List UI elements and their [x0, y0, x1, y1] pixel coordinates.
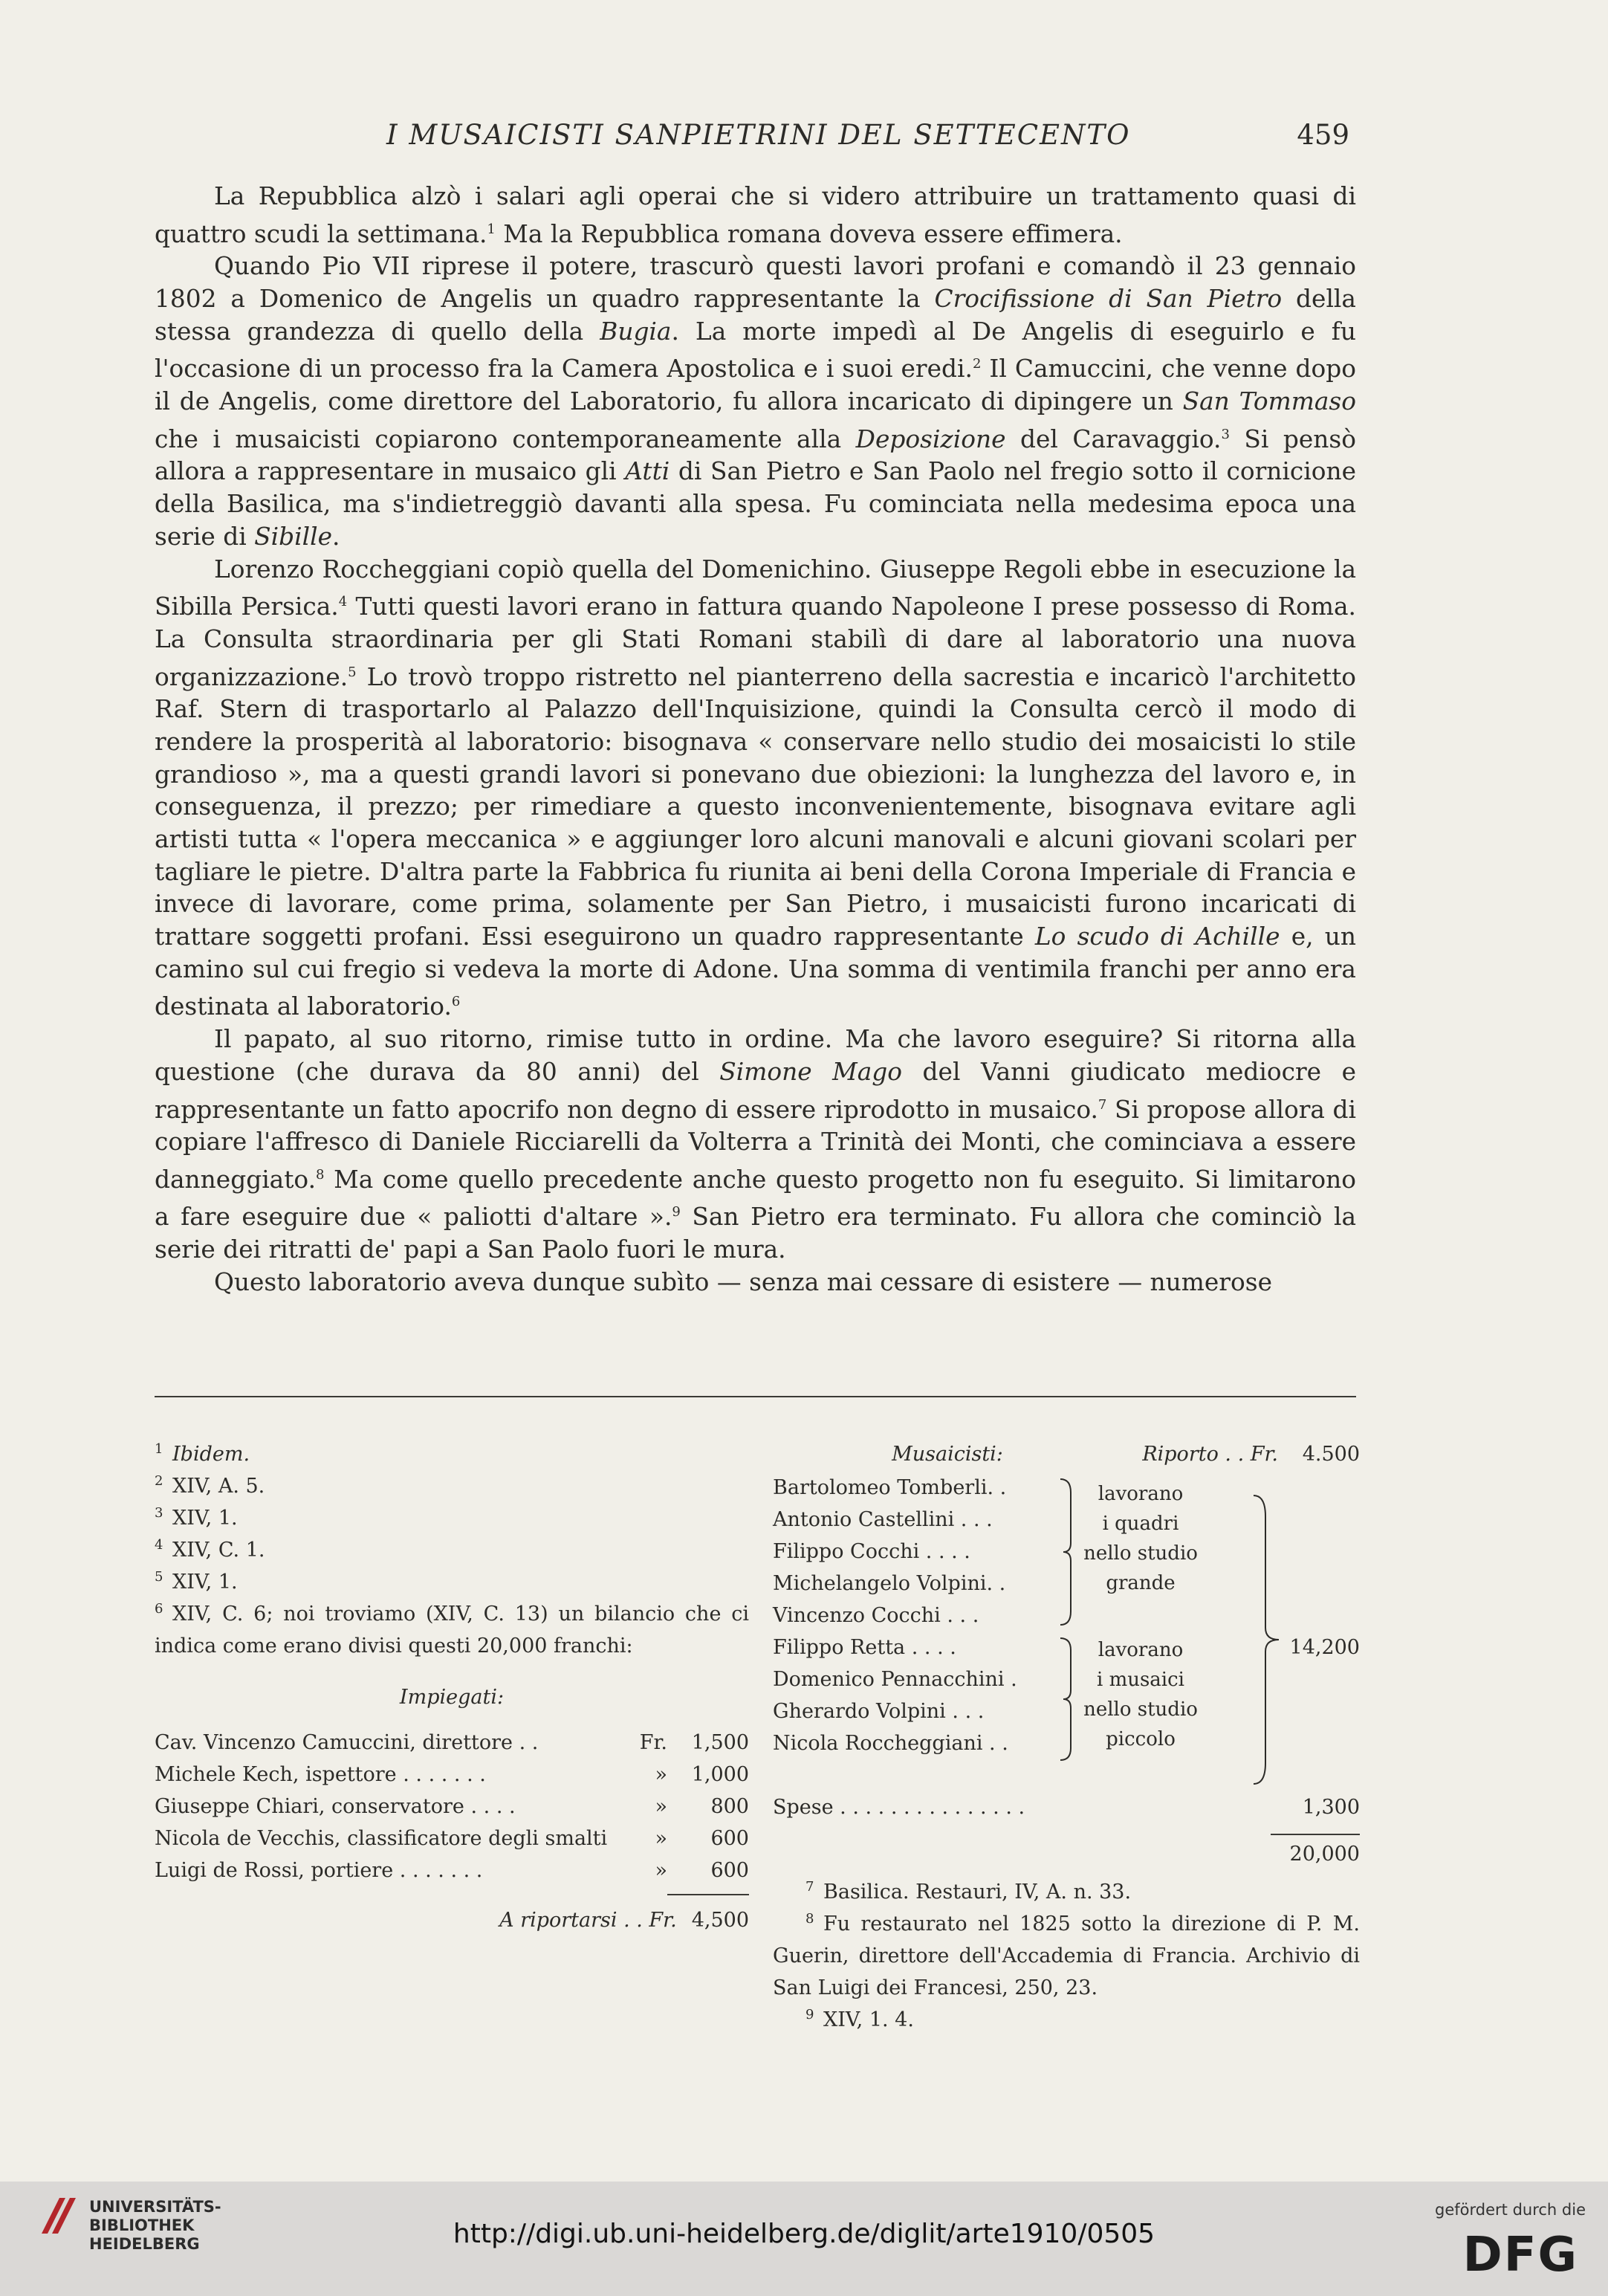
- library-name[interactable]: UNIVERSITÄTS- BIBLIOTHEK HEIDELBERG: [89, 2198, 221, 2253]
- list-item: Michelangelo Volpini. .: [773, 1572, 1006, 1595]
- riporto-label: Riporto . . Fr.: [1142, 1443, 1278, 1466]
- footnote-rule: [155, 1396, 1356, 1397]
- list-item: Vincenzo Cocchi . . .: [773, 1604, 979, 1627]
- footnote-5: 5 XIV, 1.: [155, 1569, 238, 1594]
- footnote-6: 6 XIV, C. 6; noi troviamo (XIV, C. 13) un bilancio che ci indica come erano divisi questi 20,000 franchi:: [155, 1601, 749, 1658]
- viewer-footer: [0, 2182, 1608, 2296]
- document-url-link[interactable]: http://digi.ub.uni-heidelberg.de/diglit/arte1910/0505: [453, 2219, 1155, 2249]
- musaicisti-heading: Musaicisti:: [892, 1443, 1003, 1466]
- page-number: 459: [1297, 119, 1349, 151]
- sum-rule: [667, 1894, 749, 1895]
- footnote-9: 9 XIV, 1. 4.: [805, 2007, 914, 2031]
- list-item: Filippo Cocchi . . . .: [773, 1540, 970, 1563]
- footnote-4: 4 XIV, C. 1.: [155, 1537, 265, 1562]
- sum-rule: [1271, 1834, 1360, 1835]
- musaicisti-table: [773, 1472, 1360, 1791]
- list-item: Bartolomeo Tomberli. .: [773, 1476, 1007, 1499]
- footnote-2: 2 XIV, A. 5.: [155, 1473, 265, 1498]
- paragraph-3: Lorenzo Roccheggiani copiò quella del Domenichino. Giuseppe Regoli ebbe in esecuzione la Sibilla Persica.$^4$ Tutti questi lavori erano in fattura quando Napoleone I prese possesso di Roma. La Consulta straordinaria per gli Stati Romani stabilì di dare al laboratorio una nuova organizzazione.$^5$ Lo trovò troppo ristretto nel pianterreno della sacrestia e incaricò l'architetto Raf. Stern di trasportarlo al Palazzo dell'Inquisizione, quindi la Consulta cercò il modo di rendere la prosperità al laboratorio: bisognava « conservare nello studio dei mosaicisti lo stile grandioso », ma a questi grandi lavori si ponevano due obiezioni: la lunghezza del lavoro e, in conseguenza, il prezzo; per rimediare a questo inconvenientemente, bisognava evitare agli artisti tutta « l'opera meccanica » e aggiunger loro alcuni manovali e alcuni giovani scolari per tagliare le pietre. D'altra parte la Fabbrica fu riunita ai beni della Corona Imperiale di Francia e invece di lavorare, come prima, solamente per San Pietro, i musaicisti furono incaricati di trattare soggetti profani. Essi eseguirono un quadro rappresentante Lo scudo di Achille e, un camino sul cui fregio si vedeva la morte di Adone. Una somma di ventimila franchi per anno era destinata al laboratorio.$^6$: [155, 554, 1356, 1021]
- footnotes-left-column: [155, 1438, 749, 1936]
- list-item: Antonio Castellini . . .: [773, 1508, 993, 1531]
- paragraph-2: Quando Pio VII riprese il potere, trascurò questi lavori profani e comandò il 23 gennaio 1802 a Domenico de Angelis un quadro rappresentante la Crocifissione di San Pietro della stessa grandezza di quello della Bugia. La morte impedì al De Angelis di eseguirlo e fu l'occasione di un processo fra la Camera Apostolica e i suoi eredi.$^2$ Il Camuccini, che venne dopo il de Angelis, come direttore del Laboratorio, fu allora incaricato di dipingere un San Tommaso che i musaicisti copiarono contemporaneamente alla Deposizione del Caravaggio.$^3$ Si pensò allora a rappresentare in musaico gli Atti di San Pietro e San Paolo nel fregio sotto il cornicione della Basilica, ma s'indietreggiò davanti alla spesa. Fu cominciata nella medesima epoca una serie di Sibille.: [155, 252, 1357, 551]
- dfg-logo[interactable]: DFG: [1462, 2228, 1578, 2283]
- table-row: Nicola de Vecchis, classificatore degli smalti » 600: [155, 1827, 749, 1850]
- table-row: Luigi de Rossi, portiere . . . . . . . » 600: [155, 1859, 749, 1882]
- sponsor-text: gefördert durch die: [1435, 2201, 1586, 2219]
- spese-row: Spese . . . . . . . . . . . . . . . 1,300: [773, 1796, 1360, 1819]
- impiegati-heading: Impiegati:: [399, 1686, 505, 1709]
- group-2-note: lavorano i musaici nello studio piccolo: [1083, 1639, 1198, 1750]
- riporto-amount: 4.500: [1302, 1443, 1360, 1466]
- table-row: Giuseppe Chiari, conservatore . . . . » 800: [155, 1795, 749, 1818]
- footnote-3: 3 XIV, 1.: [155, 1505, 238, 1530]
- grand-total: 20,000: [1289, 1843, 1360, 1866]
- brace-group-1: [1059, 1478, 1074, 1626]
- body-text: [155, 181, 1356, 1299]
- musaicisti-header: [773, 1438, 1360, 1470]
- brace-group-2: [1059, 1637, 1074, 1762]
- list-item: Filippo Retta . . . .: [773, 1636, 956, 1659]
- footnote-8: 8 Fu restaurato nel 1825 sotto la direzione di P. M. Guerin, direttore dell'Accademia di Francia. Archivio di San Luigi dei Francesi, 250, 23.: [773, 1911, 1360, 1999]
- musaicisti-sum: 14,200: [1289, 1636, 1360, 1659]
- list-item: Nicola Roccheggiani . .: [773, 1732, 1008, 1755]
- paragraph-1: La Repubblica alzò i salari agli operai che si videro attribuire un trattamento quasi di quattro scudi la settimana.$^1$ Ma la Repubblica romana doveva essere effimera.: [155, 182, 1356, 248]
- footnotes-right-column: [773, 1438, 1360, 2036]
- total-row: A riportarsi . . Fr. 4,500: [499, 1909, 749, 1932]
- paragraph-4: Il papato, al suo ritorno, rimise tutto in ordine. Ma che lavoro eseguire? Si ritorna alla questione (che durava da 80 anni) del Simone Mago del Vanni giudicato mediocre e rappresentante un fatto apocrifo non degno di essere riprodotto in musaico.$^7$ Si propose allora di copiare l'affresco di Daniele Ricciarelli da Volterra a Trinità dei Monti, che cominciava a essere danneggiato.$^8$ Ma come quello precedente anche questo progetto non fu eseguito. Si limitarono a fare eseguire due « paliotti d'altare ».$^9$ San Pietro era terminato. Fu allora che cominciò la serie dei ritratti de' papi a San Paolo fuori le mura.: [155, 1025, 1356, 1264]
- footnote-7: 7 Basilica. Restauri, IV, A. n. 33.: [805, 1879, 1132, 1904]
- musaicisti-names: [773, 1472, 1055, 1759]
- running-title: I MUSAICISTI SANPIETRINI DEL SETTECENTO: [386, 119, 1131, 151]
- group-1-note: lavorano i quadri nello studio grande: [1083, 1483, 1198, 1594]
- list-item: Gherardo Volpini . . .: [773, 1700, 985, 1723]
- paragraph-5: Questo laboratorio aveva dunque subìto — senza mai cessare di esistere — numerose: [214, 1267, 1272, 1296]
- footnote-1: 1 Ibidem.: [155, 1441, 250, 1466]
- table-row: Cav. Vincenzo Camuccini, direttore . . Fr. 1,500: [155, 1731, 749, 1754]
- table-row: Michele Kech, ispettore . . . . . . . » 1,000: [155, 1763, 749, 1786]
- list-item: Domenico Pennacchini .: [773, 1668, 1017, 1691]
